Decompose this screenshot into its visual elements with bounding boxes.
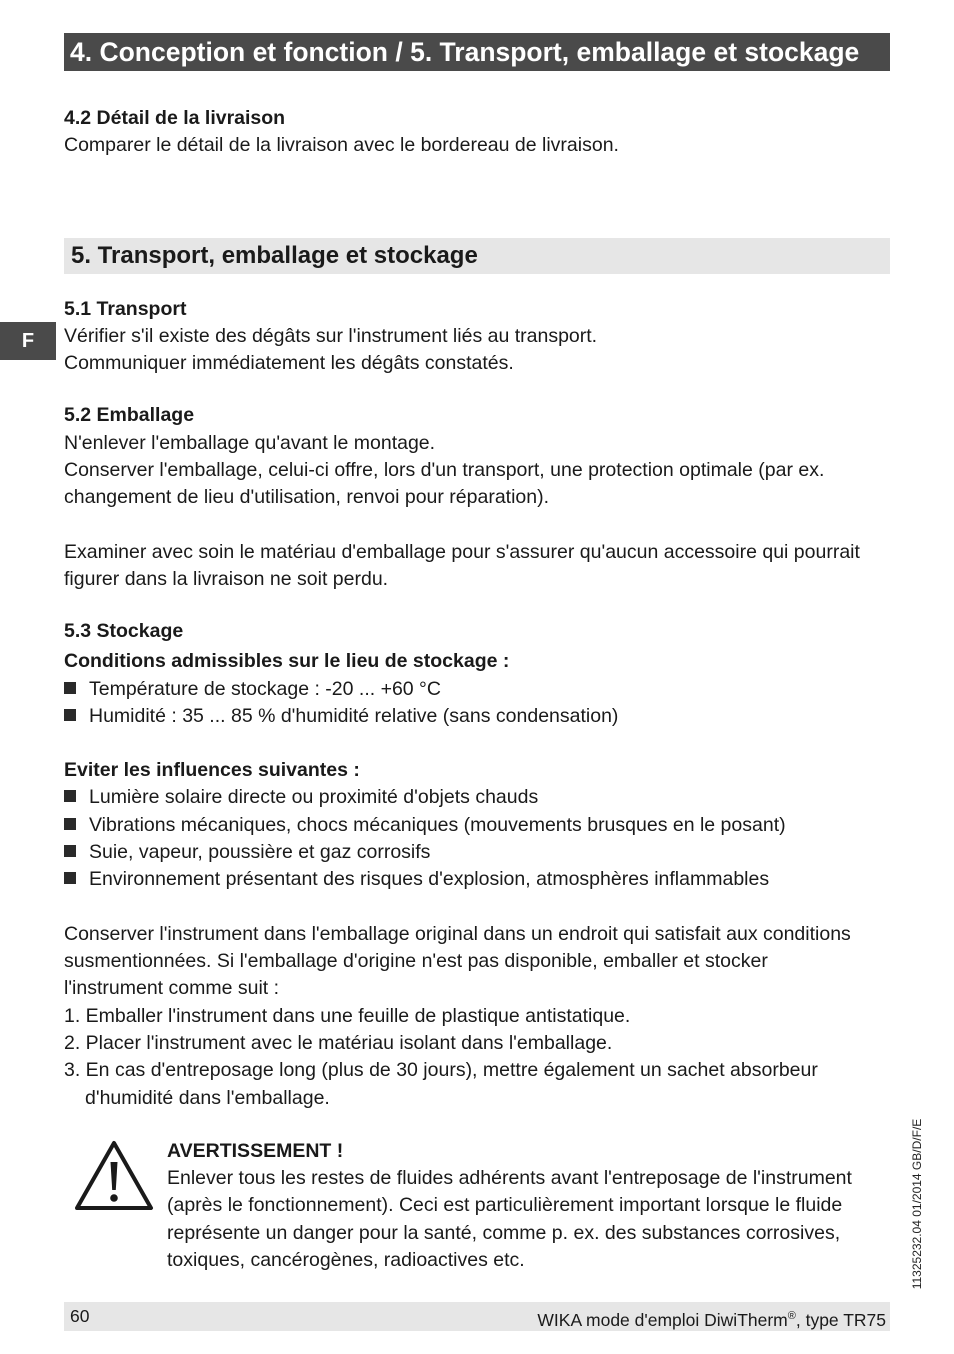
- storage-paragraph-line: l'instrument comme suit :: [64, 977, 280, 999]
- section-5-2-line: figurer dans la livraison ne soit perdu.: [64, 568, 389, 590]
- section-5-2-line: Conserver l'emballage, celui-ci offre, lors d'un transport, une protection optimale (par ex.: [64, 459, 825, 481]
- storage-step: 1. Emballer l'instrument dans une feuille de plastique antistatique.: [64, 1005, 631, 1027]
- bullet-square-icon: [64, 845, 76, 857]
- list-item: Humidité : 35 ... 85 % d'humidité relative (sans condensation): [64, 703, 618, 730]
- storage-step: 2. Placer l'instrument avec le matériau isolant dans l'emballage.: [64, 1032, 613, 1054]
- section-5-1-line: Vérifier s'il existe des dégâts sur l'instrument liés au transport.: [64, 325, 598, 347]
- storage-step: 3. En cas d'entreposage long (plus de 30 jours), mettre également un sachet absorbeur: [64, 1059, 818, 1081]
- avoid-influences-title: Eviter les influences suivantes :: [64, 759, 360, 781]
- storage-paragraph-line: susmentionnées. Si l'emballage d'origine n'est pas disponible, emballer et stocker: [64, 950, 768, 972]
- page-footer: [64, 1302, 890, 1331]
- storage-step: d'humidité dans l'emballage.: [85, 1087, 330, 1109]
- section-5-2-line: Examiner avec soin le matériau d'emballage pour s'assurer qu'aucun accessoire qui pourrait: [64, 541, 860, 563]
- page-number: 60: [70, 1306, 90, 1326]
- list-item: Environnement présentant des risques d'explosion, atmosphères inflammables: [64, 866, 769, 893]
- language-tab: F: [0, 322, 56, 360]
- section-5-2-title: 5.2 Emballage: [64, 404, 195, 426]
- storage-conditions-title: Conditions admissibles sur le lieu de stockage :: [64, 650, 510, 672]
- list-item: Suie, vapeur, poussière et gaz corrosifs: [64, 839, 430, 866]
- storage-paragraph-line: Conserver l'instrument dans l'emballage original dans un endroit qui satisfait aux conditions: [64, 923, 851, 945]
- warning-line: toxiques, cancérogènes, radioactives etc.: [167, 1249, 525, 1271]
- list-item: Lumière solaire directe ou proximité d'objets chauds: [64, 784, 538, 811]
- list-item: Vibrations mécaniques, chocs mécaniques (mouvements brusques en le posant): [64, 812, 786, 839]
- section-5-1-title: 5.1 Transport: [64, 298, 187, 320]
- section-5-3-title: 5.3 Stockage: [64, 620, 184, 642]
- document-code-vertical: 11325232.04 01/2014 GB/D/F/E: [910, 1118, 924, 1290]
- bullet-square-icon: [64, 682, 76, 694]
- bullet-square-icon: [64, 818, 76, 830]
- warning-line: représente un danger pour la santé, comme p. ex. des substances corrosives,: [167, 1222, 841, 1244]
- warning-line: (après le fonctionnement). Ceci est particulièrement important lorsque le fluide: [167, 1194, 843, 1216]
- section-4-2-text: Comparer le détail de la livraison avec le bordereau de livraison.: [64, 134, 619, 156]
- section-4-2-title: 4.2 Détail de la livraison: [64, 107, 286, 129]
- footer-document-title: WIKA mode d'emploi DiwiTherm®, type TR75: [537, 1309, 886, 1330]
- bullet-square-icon: [64, 709, 76, 721]
- section-5-heading: 5. Transport, emballage et stockage: [64, 238, 890, 274]
- section-5-2-line: changement de lieu d'utilisation, renvoi pour réparation).: [64, 486, 550, 508]
- bullet-square-icon: [64, 872, 76, 884]
- warning-line: Enlever tous les restes de fluides adhérents avant l'entreposage de l'instrument: [167, 1167, 852, 1189]
- section-5-2-line: N'enlever l'emballage qu'avant le montage.: [64, 432, 436, 454]
- warning-title: AVERTISSEMENT !: [167, 1140, 344, 1162]
- warning-triangle-icon: [74, 1140, 154, 1212]
- page-header-title: 4. Conception et fonction / 5. Transport, emballage et stockage: [64, 33, 890, 71]
- section-5-1-line: Communiquer immédiatement les dégâts constatés.: [64, 352, 514, 374]
- list-item: Température de stockage : -20 ... +60 °C: [64, 676, 441, 703]
- bullet-square-icon: [64, 790, 76, 802]
